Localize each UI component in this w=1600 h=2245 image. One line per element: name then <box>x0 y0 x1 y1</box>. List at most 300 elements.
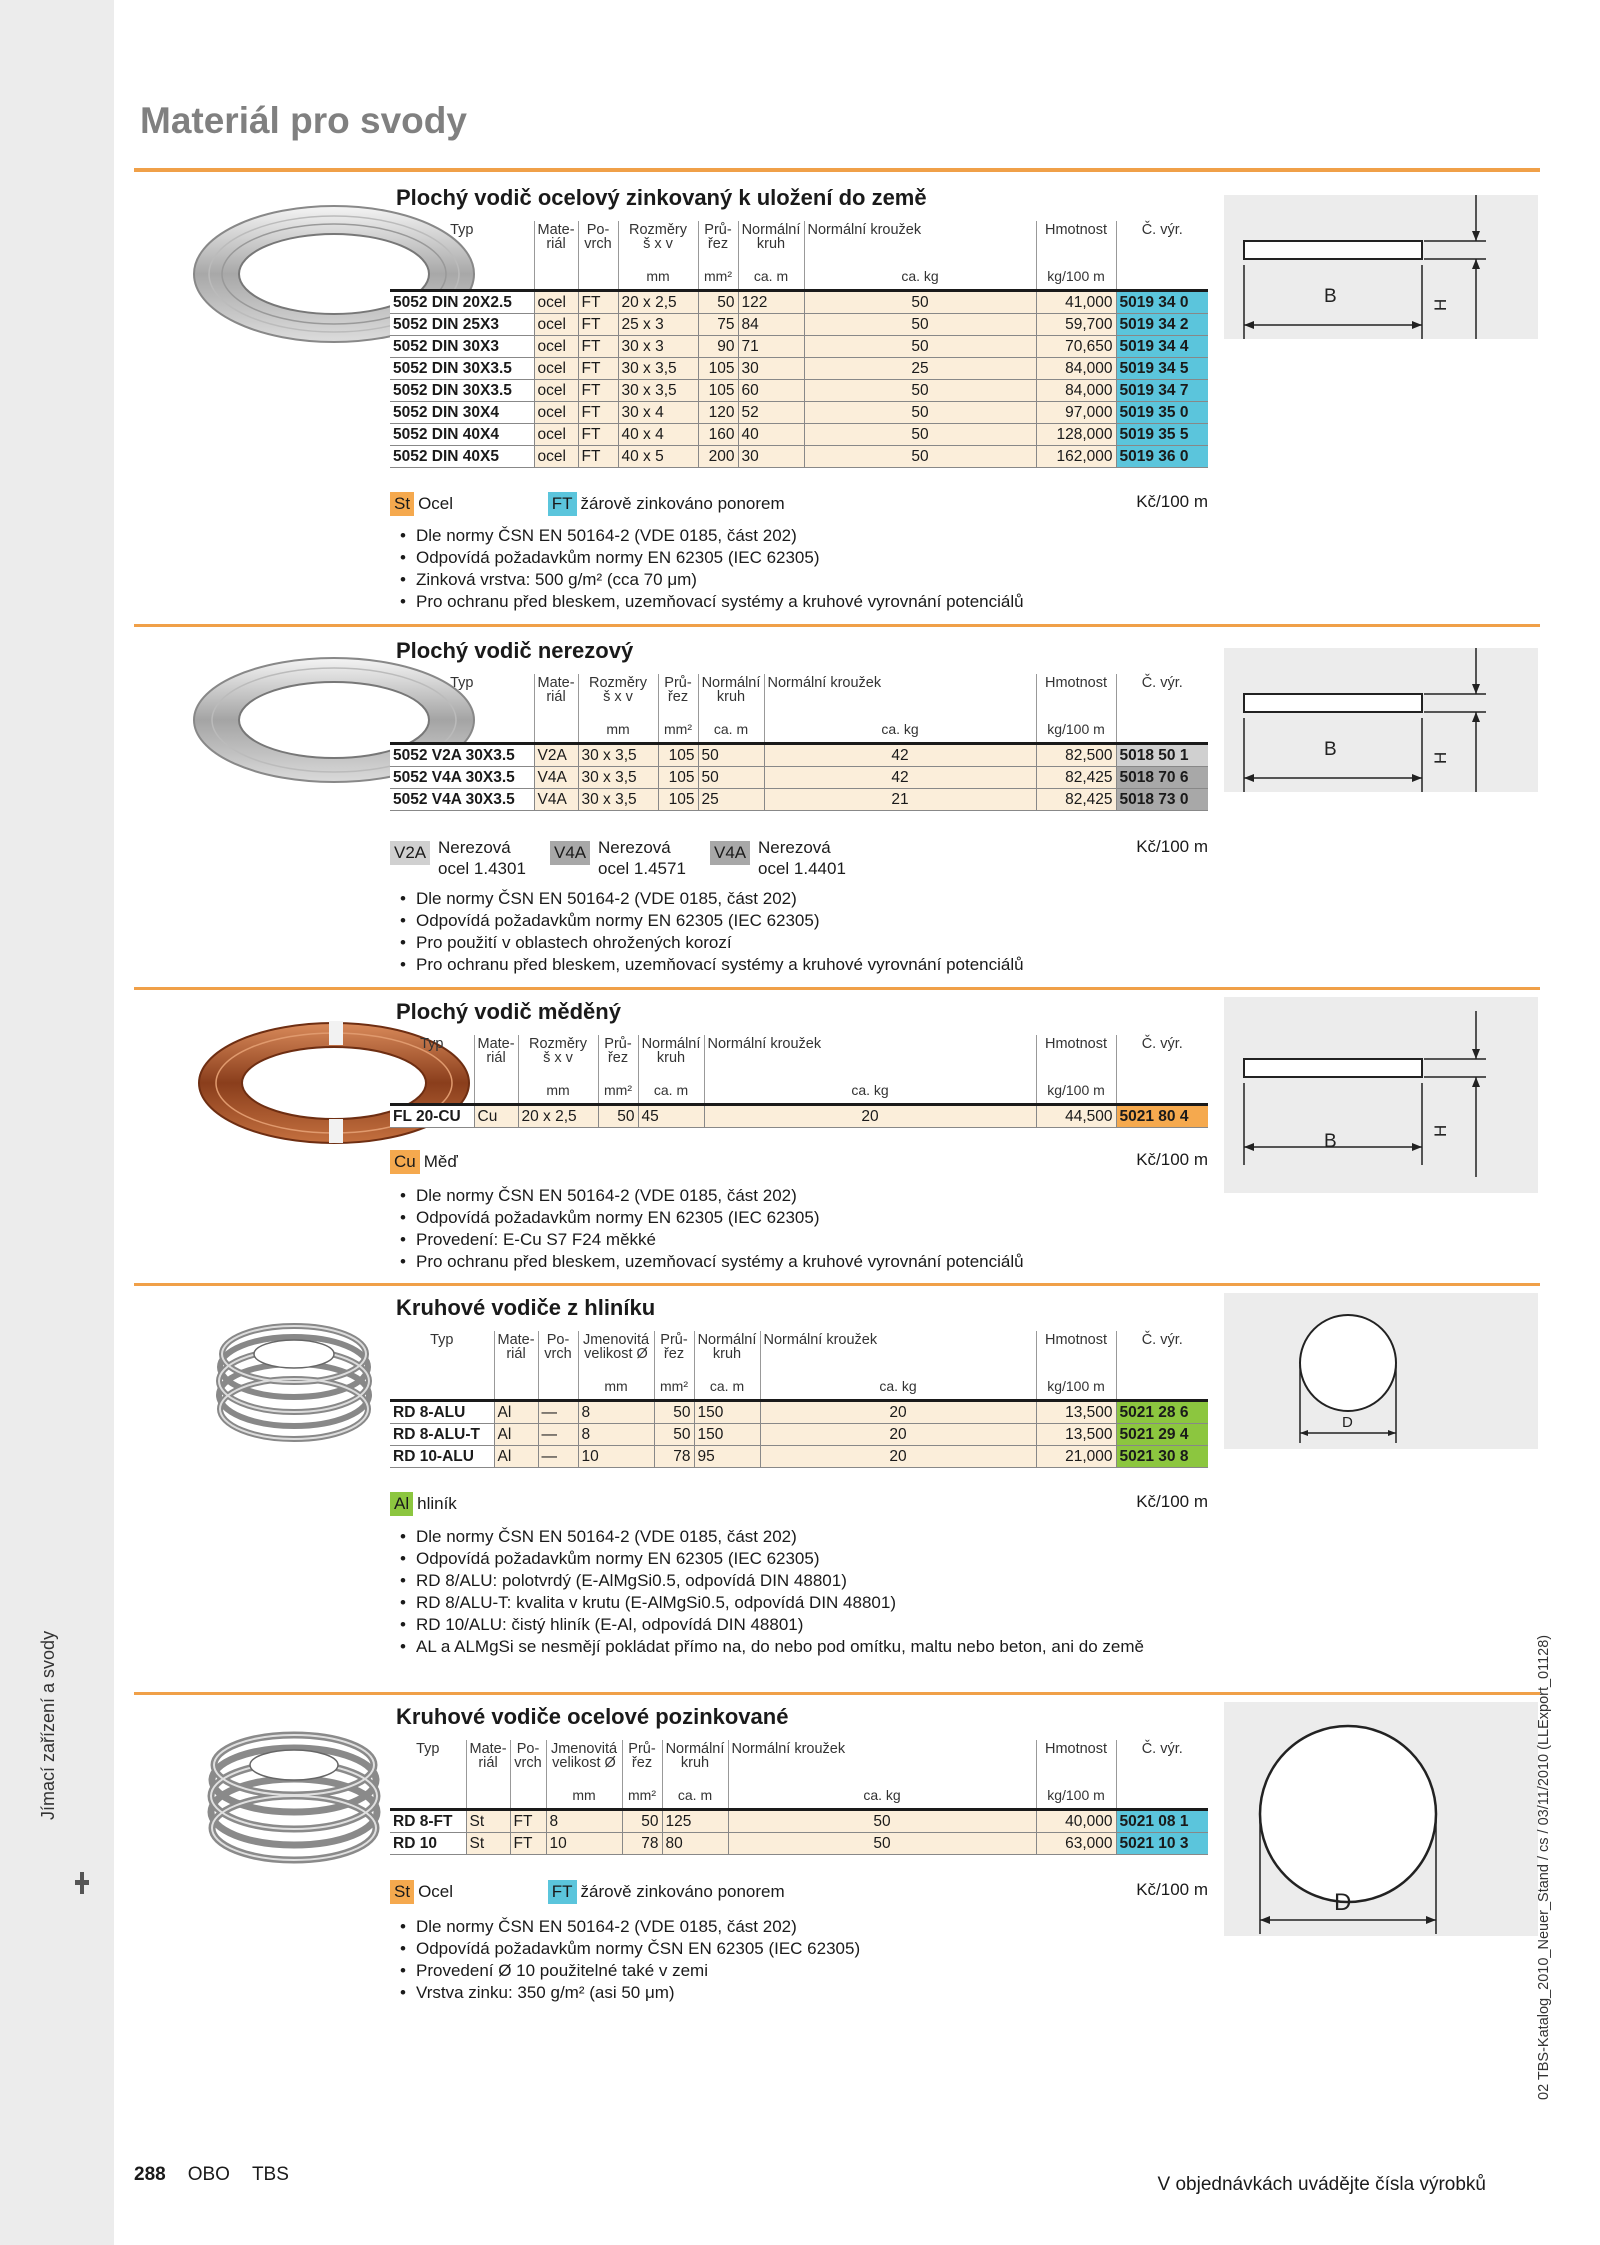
cell-roz: 30 x 3,5 <box>578 767 658 789</box>
table-row <box>390 1833 1208 1855</box>
cell-kg: 50 <box>804 380 1036 402</box>
col-dimensions: Rozměry š x v <box>578 674 658 716</box>
col-ring: Normální kruh <box>738 221 804 263</box>
cell-hm: 63,000 <box>1036 1833 1116 1855</box>
cell-kruh: 71 <box>738 336 804 358</box>
cell-mat: Al <box>494 1424 538 1446</box>
cell-code: 5021 28 6 <box>1116 1401 1208 1424</box>
dim-b-label: B <box>1324 286 1337 307</box>
cell-kg: 42 <box>764 767 1036 789</box>
section-flat-steel <box>134 169 1540 624</box>
cell-code: 5019 34 4 <box>1116 336 1208 358</box>
feature-list <box>396 1916 1196 2004</box>
feature-list <box>396 1526 1196 1658</box>
feature-item: • Provedení: E-Cu S7 F24 měkké <box>396 1229 1196 1251</box>
feature-item: • AL a ALMgSi se nesmějí pokládat přímo na, do nebo pod omítku, maltu nebo beton, ani do země <box>396 1636 1196 1658</box>
cell-pru: 200 <box>698 446 738 468</box>
col-dimensions: Rozměry š x v <box>618 221 698 263</box>
feature-item: • Zinková vrstva: 500 g/m² (cca 70 μm) <box>396 569 1196 591</box>
section-title: Plochý vodič měděný <box>396 999 621 1024</box>
cell-roz: 20 x 2,5 <box>618 291 698 314</box>
cell-kg: 50 <box>804 424 1036 446</box>
dim-b-label: B <box>1324 1131 1337 1152</box>
feature-item: • Pro použití v oblastech ohrožených korozí <box>396 932 1196 954</box>
cell-mat: Al <box>494 1401 538 1424</box>
dim-h-label: H <box>1431 751 1450 764</box>
cell-mat: ocel <box>534 380 578 402</box>
cell-kg: 50 <box>728 1810 1036 1833</box>
col-weight: Hmotnost <box>1036 1740 1116 1782</box>
cell-typ: 5052 DIN 25X3 <box>390 314 534 336</box>
round-conductor-diagram <box>1224 1293 1538 1449</box>
cell-hm: 128,000 <box>1036 424 1116 446</box>
cell-hm: 44,500 <box>1036 1105 1116 1128</box>
section-title: Plochý vodič nerezový <box>396 638 634 663</box>
dim-h-label: H <box>1431 1124 1450 1137</box>
cell-hm: 41,000 <box>1036 291 1116 314</box>
cell-hm: 84,000 <box>1036 380 1116 402</box>
price-unit: Kč/100 m <box>1136 492 1208 511</box>
col-material: Mate- riál <box>494 1331 538 1373</box>
cell-pru: 105 <box>658 744 698 767</box>
legend-text: ocel 1.4571 <box>598 859 686 878</box>
col-code: Č. výr. <box>1116 674 1208 716</box>
legend-chip-cu: Cu <box>390 1150 420 1174</box>
unit-mm: mm <box>578 716 658 744</box>
legend-text: ocel 1.4401 <box>758 859 846 878</box>
print-code-text: 02 TBS-Katalog_2010_Neuer_Stand / cs / 03/11/2010 (LLExport_01128) <box>1536 1634 1552 2100</box>
col-ring-kg: Normální kroužek <box>728 1740 1036 1782</box>
unit-m: ca. m <box>738 263 804 291</box>
feature-item: • Dle normy ČSN EN 50164-2 (VDE 0185, část 202) <box>396 888 1196 910</box>
cell-roz: 30 x 4 <box>618 402 698 424</box>
col-code: Č. výr. <box>1116 1035 1208 1077</box>
cell-code: 5018 70 6 <box>1116 767 1208 789</box>
cell-code: 5021 30 8 <box>1116 1446 1208 1468</box>
col-ring: Normální kruh <box>698 674 764 716</box>
cell-hm: 21,000 <box>1036 1446 1116 1468</box>
cell-mat: ocel <box>534 336 578 358</box>
cell-typ: 5052 V2A 30X3.5 <box>390 744 534 767</box>
cell-roz: 25 x 3 <box>618 314 698 336</box>
cell-typ: 5052 V4A 30X3.5 <box>390 767 534 789</box>
cell-po: FT <box>578 336 618 358</box>
table-row <box>390 380 1208 402</box>
col-material: Mate- riál <box>466 1740 510 1782</box>
unit-mm: mm <box>546 1782 622 1810</box>
cell-po: FT <box>578 380 618 402</box>
footer-left <box>134 2164 311 2186</box>
cell-po: FT <box>510 1833 546 1855</box>
unit-kg: ca. kg <box>760 1373 1036 1401</box>
unit-kg: ca. kg <box>728 1782 1036 1810</box>
unit-mm: mm <box>618 263 698 291</box>
cell-kg: 20 <box>704 1105 1036 1128</box>
legend <box>390 492 1208 516</box>
col-code: Č. výr. <box>1116 1740 1208 1782</box>
cell-mat: V2A <box>534 744 578 767</box>
col-section: Prů- řez <box>598 1035 638 1077</box>
cell-kruh: 95 <box>694 1446 760 1468</box>
feature-item: • Provedení Ø 10 použitelné také v zemi <box>396 1960 1196 1982</box>
col-typ: Typ <box>430 1332 454 1348</box>
section-rule <box>134 1283 1540 1286</box>
cell-typ: 5052 DIN 30X3 <box>390 336 534 358</box>
section-round-galvanized <box>134 1692 1540 2022</box>
feature-item: • Dle normy ČSN EN 50164-2 (VDE 0185, část 202) <box>396 1185 1196 1207</box>
table-row <box>390 1424 1208 1446</box>
col-nominal: Jmenovitá velikost Ø <box>546 1740 622 1782</box>
cell-hm: 59,700 <box>1036 314 1116 336</box>
table-row <box>390 744 1208 767</box>
cell-kg: 50 <box>804 314 1036 336</box>
section-rule <box>134 1692 1540 1695</box>
cell-mat: V4A <box>534 789 578 811</box>
col-code: Č. výr. <box>1116 221 1208 263</box>
cell-roz: 40 x 4 <box>618 424 698 446</box>
cell-kruh: 60 <box>738 380 804 402</box>
section-title: Plochý vodič ocelový zinkovaný k uložení do země <box>396 185 927 210</box>
cell-code: 5018 50 1 <box>1116 744 1208 767</box>
cell-kg: 50 <box>804 291 1036 314</box>
cell-po: — <box>538 1424 578 1446</box>
legend-text: Ocel <box>418 494 454 513</box>
feature-item: • Dle normy ČSN EN 50164-2 (VDE 0185, část 202) <box>396 1526 1196 1548</box>
cell-pru: 50 <box>654 1401 694 1424</box>
cell-typ: FL 20-CU <box>390 1105 474 1128</box>
feature-item: • RD 10/ALU: čistý hliník (E-Al, odpovídá DIN 48801) <box>396 1614 1196 1636</box>
cell-kruh: 45 <box>638 1105 704 1128</box>
cell-hm: 82,425 <box>1036 767 1116 789</box>
cell-kg: 50 <box>804 446 1036 468</box>
col-ring-kg: Normální kroužek <box>804 221 1036 263</box>
cell-pru: 105 <box>658 789 698 811</box>
unit-mm2: mm² <box>622 1782 662 1810</box>
col-section: Prů- řez <box>658 674 698 716</box>
table-row <box>390 1401 1208 1424</box>
legend-chip-v4a: V4A <box>710 841 750 865</box>
cell-hm: 40,000 <box>1036 1810 1116 1833</box>
cell-roz: 30 x 3 <box>618 336 698 358</box>
cell-pru: 78 <box>654 1446 694 1468</box>
cell-kg: 50 <box>728 1833 1036 1855</box>
unit-mm2: mm² <box>654 1373 694 1401</box>
brand-tbs: TBS <box>251 2164 289 2185</box>
feature-item: • Odpovídá požadavkům normy ČSN EN 62305 (IEC 62305) <box>396 1938 1196 1960</box>
cell-mat: St <box>466 1810 510 1833</box>
cell-kruh: 150 <box>694 1424 760 1446</box>
cell-mat: V4A <box>534 767 578 789</box>
legend-chip-v4a: V4A <box>550 841 590 865</box>
cell-po: — <box>538 1446 578 1468</box>
cell-hm: 84,000 <box>1036 358 1116 380</box>
col-weight: Hmotnost <box>1036 674 1116 716</box>
legend <box>390 1150 1208 1174</box>
cell-po: FT <box>578 402 618 424</box>
legend-chip-ft: FT <box>548 492 577 516</box>
unit-kg: ca. kg <box>764 716 1036 744</box>
cell-code: 5019 35 5 <box>1116 424 1208 446</box>
cell-roz: 30 x 3,5 <box>618 380 698 402</box>
cell-pru: 75 <box>698 314 738 336</box>
table-row <box>390 1105 1208 1128</box>
cell-jm: 8 <box>578 1401 654 1424</box>
unit-kg100: kg/100 m <box>1036 716 1116 744</box>
legend-text: žárově zinkováno ponorem <box>580 494 785 513</box>
cell-code: 5021 10 3 <box>1116 1833 1208 1855</box>
brand-obo: OBO <box>187 2164 230 2185</box>
cell-jm: 8 <box>546 1810 622 1833</box>
cell-typ: 5052 DIN 40X4 <box>390 424 534 446</box>
unit-mm2: mm² <box>658 716 698 744</box>
unit-m: ca. m <box>694 1373 760 1401</box>
feature-item: • Vrstva zinku: 350 g/m² (asi 50 μm) <box>396 1982 1196 2004</box>
unit-mm2: mm² <box>598 1077 638 1105</box>
table-row <box>390 291 1208 314</box>
cell-kruh: 50 <box>698 744 764 767</box>
cell-mat: ocel <box>534 424 578 446</box>
col-section: Prů- řez <box>654 1331 694 1373</box>
feature-item: • RD 8/ALU-T: kvalita v krutu (E-AlMgSi0.5, odpovídá DIN 48801) <box>396 1592 1196 1614</box>
legend-text: ocel 1.4301 <box>438 859 526 878</box>
legend-text: Ocel <box>418 1882 454 1901</box>
cell-kg: 20 <box>760 1446 1036 1468</box>
cell-code: 5019 36 0 <box>1116 446 1208 468</box>
unit-mm: mm <box>518 1077 598 1105</box>
cell-kg: 20 <box>760 1401 1036 1424</box>
product-table <box>390 1740 1208 1855</box>
table-row <box>390 358 1208 380</box>
table-row <box>390 314 1208 336</box>
cell-pru: 90 <box>698 336 738 358</box>
dim-h-label: H <box>1431 298 1450 311</box>
cell-roz: 20 x 2,5 <box>518 1105 598 1128</box>
cell-code: 5018 73 0 <box>1116 789 1208 811</box>
unit-kg100: kg/100 m <box>1036 1782 1116 1810</box>
legend-text: Nerezová <box>758 838 831 857</box>
table-row <box>390 402 1208 424</box>
cell-code: 5019 34 7 <box>1116 380 1208 402</box>
section-title: Kruhové vodiče ocelové pozinkované <box>396 1704 789 1729</box>
cell-kg: 50 <box>804 402 1036 424</box>
round-conductor-diagram <box>1224 1702 1538 1936</box>
section-rule <box>134 624 1540 627</box>
flat-conductor-diagram <box>1224 195 1538 339</box>
table-row <box>390 789 1208 811</box>
cell-code: 5019 34 2 <box>1116 314 1208 336</box>
cell-jm: 10 <box>578 1446 654 1468</box>
col-typ: Typ <box>420 1036 444 1052</box>
cell-typ: 5052 DIN 30X4 <box>390 402 534 424</box>
col-typ: Typ <box>416 1741 440 1757</box>
cell-po: FT <box>578 446 618 468</box>
col-section: Prů- řez <box>622 1740 662 1782</box>
price-unit: Kč/100 m <box>1136 1150 1208 1169</box>
legend-chip-al: Al <box>390 1492 413 1516</box>
cell-roz: 30 x 3,5 <box>578 789 658 811</box>
page-title: Materiál pro svody <box>140 100 467 141</box>
feature-item: • Odpovídá požadavkům normy EN 62305 (IEC 62305) <box>396 1548 1196 1570</box>
cell-mat: Al <box>494 1446 538 1468</box>
cell-kg: 21 <box>764 789 1036 811</box>
feature-list <box>396 888 1196 976</box>
footer-note: V objednávkách uvádějte čísla výrobků <box>1157 2174 1486 2195</box>
table-row <box>390 424 1208 446</box>
feature-list <box>396 1185 1196 1273</box>
col-material: Mate- riál <box>534 674 578 716</box>
cell-typ: RD 8-ALU <box>390 1401 494 1424</box>
legend-chip-st: St <box>390 1880 414 1904</box>
cell-code: 5021 08 1 <box>1116 1810 1208 1833</box>
cell-mat: ocel <box>534 358 578 380</box>
cell-kruh: 122 <box>738 291 804 314</box>
cell-po: FT <box>578 314 618 336</box>
col-surface: Po- vrch <box>510 1740 546 1782</box>
col-section: Prů- řez <box>698 221 738 263</box>
cell-roz: 40 x 5 <box>618 446 698 468</box>
cell-kruh: 50 <box>698 767 764 789</box>
cell-roz: 30 x 3,5 <box>578 744 658 767</box>
cell-typ: RD 10 <box>390 1833 466 1855</box>
cell-pru: 50 <box>598 1105 638 1128</box>
unit-kg: ca. kg <box>704 1077 1036 1105</box>
cell-roz: 30 x 3,5 <box>618 358 698 380</box>
feature-item: • Pro ochranu před bleskem, uzemňovací systémy a kruhové vyrovnání potenciálů <box>396 591 1196 613</box>
cell-hm: 13,500 <box>1036 1401 1116 1424</box>
cell-mat: Cu <box>474 1105 518 1128</box>
cell-pru: 105 <box>698 380 738 402</box>
cell-mat: St <box>466 1833 510 1855</box>
section-rule <box>134 987 1540 990</box>
dim-d-label: D <box>1342 1414 1353 1431</box>
cell-po: — <box>538 1401 578 1424</box>
cell-kruh: 84 <box>738 314 804 336</box>
col-ring-kg: Normální kroužek <box>704 1035 1036 1077</box>
cell-hm: 13,500 <box>1036 1424 1116 1446</box>
cell-typ: RD 8-FT <box>390 1810 466 1833</box>
col-surface: Po- vrch <box>538 1331 578 1373</box>
price-unit: Kč/100 m <box>1136 1492 1208 1511</box>
legend-chip-ft: FT <box>548 1880 577 1904</box>
side-bar <box>0 0 114 2245</box>
feature-item: • RD 8/ALU: polotvrdý (E-AlMgSi0.5, odpovídá DIN 48801) <box>396 1570 1196 1592</box>
cell-hm: 70,650 <box>1036 336 1116 358</box>
table-row <box>390 446 1208 468</box>
cell-typ: RD 10-ALU <box>390 1446 494 1468</box>
cell-kg: 42 <box>764 744 1036 767</box>
flat-conductor-diagram <box>1224 648 1538 792</box>
cell-code: 5019 35 0 <box>1116 402 1208 424</box>
page-number: 288 <box>134 2164 166 2185</box>
cell-hm: 82,500 <box>1036 744 1116 767</box>
cell-kruh: 30 <box>738 446 804 468</box>
legend-text: Měď <box>423 1152 458 1171</box>
cell-typ: RD 8-ALU-T <box>390 1424 494 1446</box>
col-ring-kg: Normální kroužek <box>764 674 1036 716</box>
legend <box>390 837 1208 883</box>
col-ring-kg: Normální kroužek <box>760 1331 1036 1373</box>
cell-pru: 105 <box>658 767 698 789</box>
feature-item: • Pro ochranu před bleskem, uzemňovací systémy a kruhové vyrovnání potenciálů <box>396 954 1196 976</box>
feature-item: • Pro ochranu před bleskem, uzemňovací systémy a kruhové vyrovnání potenciálů <box>396 1251 1196 1273</box>
legend-text: Nerezová <box>438 838 511 857</box>
cell-kg: 20 <box>760 1424 1036 1446</box>
col-weight: Hmotnost <box>1036 221 1116 263</box>
price-unit: Kč/100 m <box>1136 837 1208 856</box>
unit-mm2: mm² <box>698 263 738 291</box>
cell-hm: 162,000 <box>1036 446 1116 468</box>
unit-kg100: kg/100 m <box>1036 1373 1116 1401</box>
product-table <box>390 1331 1208 1468</box>
product-table <box>390 221 1208 468</box>
col-ring: Normální kruh <box>694 1331 760 1373</box>
cell-pru: 120 <box>698 402 738 424</box>
legend-chip-st: St <box>390 492 414 516</box>
feature-list <box>396 525 1196 613</box>
cell-pru: 160 <box>698 424 738 446</box>
cell-typ: 5052 DIN 30X3.5 <box>390 380 534 402</box>
feature-item: • Odpovídá požadavkům normy EN 62305 (IEC 62305) <box>396 910 1196 932</box>
cell-pru: 105 <box>698 358 738 380</box>
cell-hm: 82,425 <box>1036 789 1116 811</box>
cell-hm: 97,000 <box>1036 402 1116 424</box>
legend-text: Nerezová <box>598 838 671 857</box>
unit-m: ca. m <box>698 716 764 744</box>
cell-pru: 78 <box>622 1833 662 1855</box>
cell-mat: ocel <box>534 291 578 314</box>
section-round-aluminium <box>134 1283 1540 1692</box>
feature-item: • Odpovídá požadavkům normy EN 62305 (IEC 62305) <box>396 547 1196 569</box>
unit-kg100: kg/100 m <box>1036 1077 1116 1105</box>
cell-mat: ocel <box>534 314 578 336</box>
col-nominal: Jmenovitá velikost Ø <box>578 1331 654 1373</box>
table-row <box>390 767 1208 789</box>
legend-chip-v2a: V2A <box>390 841 430 865</box>
cell-kruh: 30 <box>738 358 804 380</box>
unit-m: ca. m <box>638 1077 704 1105</box>
table-row <box>390 1810 1208 1833</box>
lightning-rod-icon <box>74 1872 90 1894</box>
cell-po: FT <box>578 424 618 446</box>
cell-typ: 5052 V4A 30X3.5 <box>390 789 534 811</box>
legend-text: hliník <box>417 1494 457 1513</box>
cell-kruh: 125 <box>662 1810 728 1833</box>
cell-code: 5021 80 4 <box>1116 1105 1208 1128</box>
section-flat-copper <box>134 987 1540 1283</box>
unit-kg100: kg/100 m <box>1036 263 1116 291</box>
feature-item: • Odpovídá požadavkům normy EN 62305 (IEC 62305) <box>396 1207 1196 1229</box>
cell-code: 5019 34 5 <box>1116 358 1208 380</box>
cell-jm: 8 <box>578 1424 654 1446</box>
cell-kg: 25 <box>804 358 1036 380</box>
section-title: Kruhové vodiče z hliníku <box>396 1295 656 1320</box>
feature-item: • Dle normy ČSN EN 50164-2 (VDE 0185, část 202) <box>396 525 1196 547</box>
cell-pru: 50 <box>698 291 738 314</box>
col-weight: Hmotnost <box>1036 1331 1116 1373</box>
dim-b-label: B <box>1324 739 1337 760</box>
unit-kg: ca. kg <box>804 263 1036 291</box>
col-ring: Normální kruh <box>662 1740 728 1782</box>
price-unit: Kč/100 m <box>1136 1880 1208 1899</box>
feature-item: • Dle normy ČSN EN 50164-2 (VDE 0185, část 202) <box>396 1916 1196 1938</box>
flat-conductor-diagram <box>1224 997 1538 1193</box>
legend <box>390 1492 1208 1516</box>
legend <box>390 1880 1208 1904</box>
cell-kruh: 52 <box>738 402 804 424</box>
side-tab-label: Jímací zařízení a svody <box>38 1630 58 1820</box>
col-dimensions: Rozměry š x v <box>518 1035 598 1077</box>
cell-po: FT <box>578 291 618 314</box>
